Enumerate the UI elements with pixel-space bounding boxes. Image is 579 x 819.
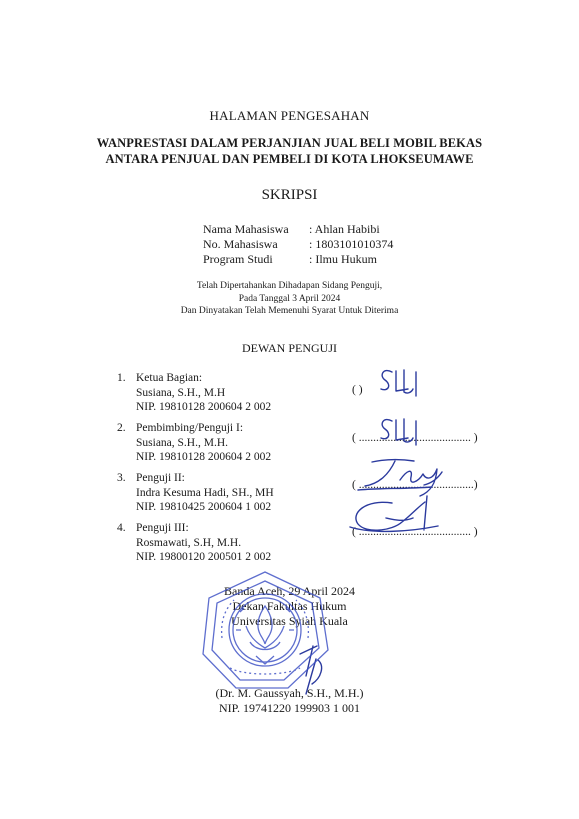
study-program-label: Program Studi bbox=[203, 252, 273, 266]
student-name-label: Nama Mahasiswa bbox=[203, 222, 289, 236]
examiner-nip: NIP. 19800120 200501 2 002 bbox=[136, 551, 272, 563]
examiner-role: Pembimbing/Penguji I: bbox=[136, 422, 244, 434]
signature-penguji-1 bbox=[381, 419, 416, 445]
examiner-role: Penguji II: bbox=[136, 472, 185, 484]
signature-field-1: ( ) bbox=[352, 384, 363, 396]
examiner-role: Ketua Bagian: bbox=[136, 372, 203, 384]
signature-ketua bbox=[381, 370, 416, 396]
signature-field-2: ( ....................................... ) bbox=[352, 432, 478, 444]
closing-position: Dekan Fakultas Hukum bbox=[232, 599, 347, 613]
examiner-name: Susiana, S.H., M.H. bbox=[136, 436, 229, 449]
defense-line-1: Telah Dipertahankan Dihadapan Sidang Penguji, bbox=[196, 281, 383, 291]
dean-nip: NIP. 19741220 199903 1 001 bbox=[218, 701, 360, 715]
examiner-number: 1. bbox=[117, 372, 126, 384]
thesis-title-line-2: ANTARA PENJUAL DAN PEMBELI DI KOTA LHOKSEUMAWE bbox=[105, 152, 474, 166]
student-number-label: No. Mahasiswa bbox=[203, 237, 278, 251]
examiner-number: 4. bbox=[117, 522, 126, 534]
defense-line-2: Pada Tanggal 3 April 2024 bbox=[238, 293, 341, 304]
closing-institution: Universitas Syiah Kuala bbox=[231, 614, 348, 628]
dean-name: (Dr. M. Gaussyah, S.H., M.H.) bbox=[215, 686, 364, 700]
page-header: HALAMAN PENGESAHAN bbox=[209, 108, 370, 123]
examiner-name: Indra Kesuma Hadi, SH., MH bbox=[136, 486, 274, 499]
student-name-value: : Ahlan Habibi bbox=[309, 222, 380, 236]
thesis-title-line-1: WANPRESTASI DALAM PERJANJIAN JUAL BELI MOBIL BEKAS bbox=[96, 136, 483, 150]
signature-penguji-3 bbox=[350, 496, 438, 531]
examiner-nip: NIP. 19810425 200604 1 002 bbox=[136, 501, 272, 513]
study-program-value: : Ilmu Hukum bbox=[309, 252, 377, 266]
examiner-name: Rosmawati, S.H, M.H. bbox=[136, 536, 242, 549]
examiner-nip: NIP. 19810128 200604 2 002 bbox=[136, 451, 272, 463]
examiner-number: 2. bbox=[117, 422, 126, 434]
examiner-number: 3. bbox=[117, 472, 126, 484]
signature-penguji-2 bbox=[358, 460, 442, 496]
faculty-stamp bbox=[200, 568, 330, 692]
closing-place-date: Banda Aceh, 29 April 2024 bbox=[224, 584, 355, 598]
examiner-name: Susiana, S.H., M.H bbox=[136, 386, 226, 399]
student-number-value: : 1803101010374 bbox=[309, 237, 394, 251]
signature-field-4: ( ....................................... ) bbox=[352, 526, 478, 538]
signature-field-3: ( ........................................) bbox=[352, 479, 478, 491]
document-type: SKRIPSI bbox=[261, 187, 318, 203]
examiner-nip: NIP. 19810128 200604 2 002 bbox=[136, 401, 272, 413]
examiner-role: Penguji III: bbox=[136, 522, 189, 534]
defense-line-3: Dan Dinyatakan Telah Memenuhi Syarat Untuk Diterima bbox=[180, 306, 399, 316]
committee-title: DEWAN PENGUJI bbox=[242, 341, 337, 355]
